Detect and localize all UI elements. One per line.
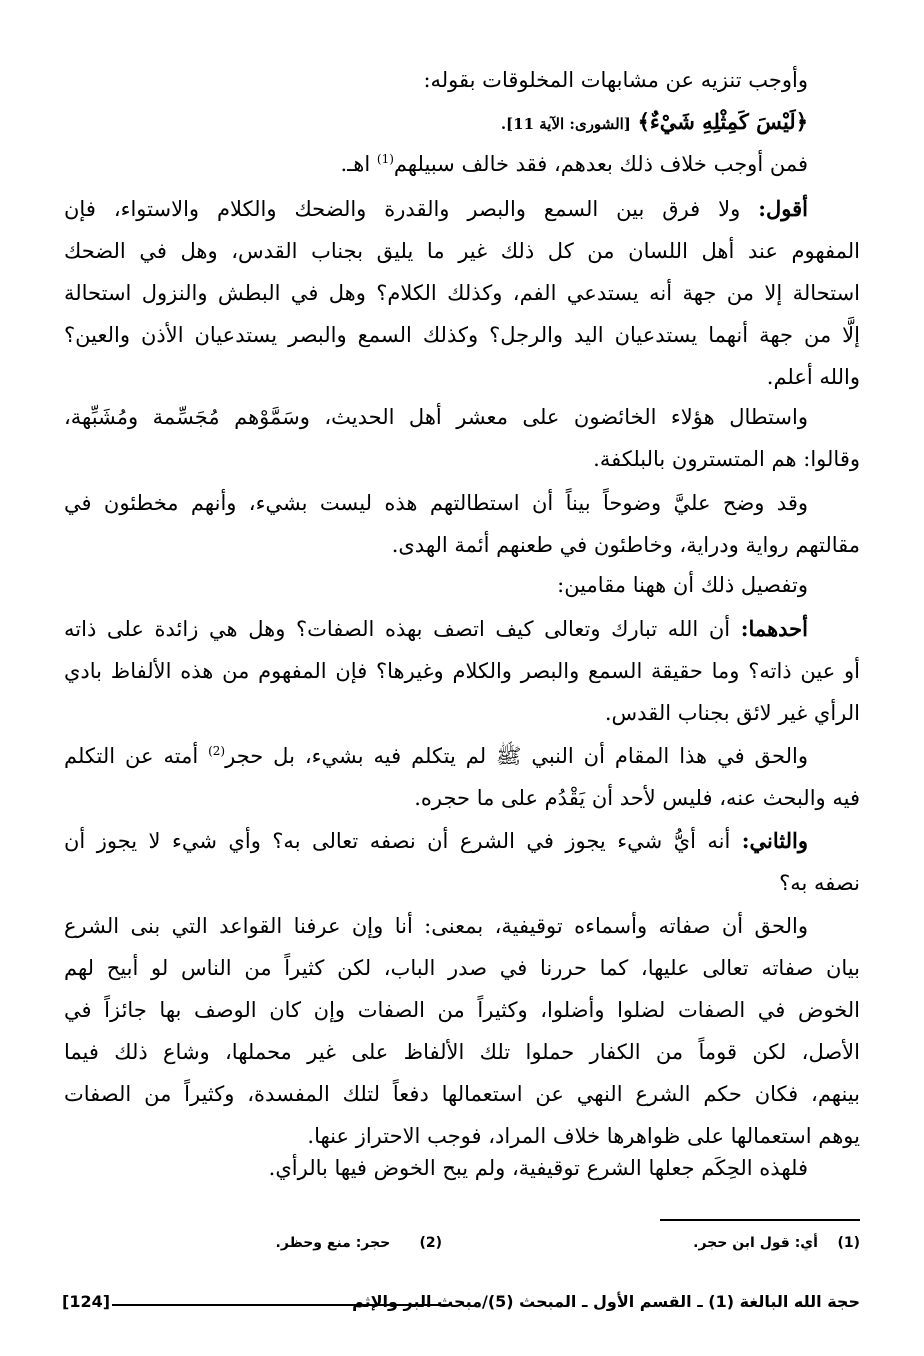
paragraph-7 xyxy=(64,735,860,819)
footnote-number: (1) xyxy=(837,1235,860,1251)
line-text: اهـ. xyxy=(340,152,377,176)
line-text: المفهوم عند أهل اللسان من كل ذلك غير ما يليق بجناب القدس، وهل في الضحك xyxy=(64,239,860,263)
text-line xyxy=(64,1031,860,1073)
line-text: واستطال هؤلاء الخائضون على معشر أهل الحديث، وسَمَّوْهم مُجَسِّمة ومُشَبِّهة، xyxy=(64,405,808,429)
footnote-number: (2) xyxy=(419,1235,442,1251)
paragraph-keyword: أقول: xyxy=(758,196,808,221)
paragraph-1 xyxy=(64,59,860,185)
line-text: أو عين ذاته؟ وما حقيقة السمع والبصر والكلام وغيرها؟ فإن المفهوم من هذه الألفاظ بادي xyxy=(64,659,860,683)
footnote-marker-2: (2) xyxy=(208,744,226,758)
text-line xyxy=(64,608,860,650)
line-text: مقالتهم رواية ودراية، وخاطئون في طعنهم أئمة الهدى. xyxy=(391,533,860,557)
text-line xyxy=(64,143,860,185)
line-text: إلَّا من جهة أنهما يستدعيان اليد والرجل؟ وكذلك السمع والبصر يستدعيان الأذن والعين؟ xyxy=(64,323,860,347)
running-title: حجة الله البالغة (1) ـ القسم الأول ـ المبحث (5)/مبحث البر والإثم xyxy=(352,1292,860,1311)
text-line xyxy=(64,692,860,734)
text-line xyxy=(64,59,860,101)
footnote-1 xyxy=(693,1235,860,1251)
footnote-marker-1: (1) xyxy=(376,152,394,166)
line-text: الرأي غير لائق بجناب القدس. xyxy=(604,701,860,725)
footnote-text: أي: قول ابن حجر. xyxy=(693,1235,818,1251)
line-text: بيان صفاته تعالى عليها، كما حررنا في صدر الباب، لكن كثيراً من الناس لو أبيح لهم xyxy=(64,956,860,980)
text-line xyxy=(64,1147,860,1189)
text-line xyxy=(64,564,860,606)
text-line xyxy=(64,650,860,692)
text-line xyxy=(64,735,860,777)
paragraph-keyword: أحدهما: xyxy=(740,616,808,641)
line-text: الأصل، لكن قوماً من الكفار حملوا تلك الألفاظ على غير محملها، وشاع ذلك فيما xyxy=(64,1040,860,1064)
line-text: وأوجب تنزيه عن مشابهات المخلوقات بقوله: xyxy=(423,68,808,92)
paragraph-keyword: والثاني: xyxy=(741,828,808,853)
line-text: ولا فرق بين السمع والبصر والقدرة والضحك والكلام والاستواء، فإن xyxy=(64,197,741,221)
footnotes xyxy=(64,1235,860,1261)
text-line xyxy=(64,188,860,230)
text-line xyxy=(64,524,860,566)
line-text: وتفصيل ذلك أن ههنا مقامين: xyxy=(557,573,808,597)
line-text: فمن أوجب خلاف ذلك بعدهم، فقد خالف سبيلهم xyxy=(393,152,808,176)
quran-verse-line xyxy=(64,101,860,143)
line-text: أن الله تبارك وتعالى كيف اتصف بهذه الصفات؟ وهل هي زائدة على ذاته xyxy=(64,617,731,641)
text-line xyxy=(64,989,860,1031)
text-line xyxy=(64,862,860,904)
text-line xyxy=(64,396,860,438)
line-text: أمته عن التكلم xyxy=(64,744,209,768)
text-line xyxy=(64,272,860,314)
text-line xyxy=(64,1073,860,1115)
text-line xyxy=(64,905,860,947)
line-text: والله أعلم. xyxy=(766,365,860,389)
footer-rule xyxy=(112,1304,450,1306)
line-text: نصفه به؟ xyxy=(779,871,860,895)
text-line xyxy=(64,777,860,819)
line-text: الخوض في الصفات لضلوا وأضلوا، وكثيراً من الصفات وإن كان الوصف بها جائزاً في xyxy=(64,998,860,1022)
verse-reference: [الشورى: الآية 11]. xyxy=(500,115,631,133)
page-number: [124] xyxy=(62,1292,111,1311)
quran-verse: ﴿لَيْسَ كَمِثْلِهِ شَيْءٌ﴾ xyxy=(637,109,808,134)
footnote-separator xyxy=(660,1219,860,1221)
line-text: والحق أن صفاته وأسماءه توقيفية، بمعنى: أنا وإن عرفنا القواعد التي بنى الشرع xyxy=(64,914,808,938)
line-text: أنه أيُّ شيء يجوز في الشرع أن نصفه تعالى به؟ وأي شيء لا يجوز أن xyxy=(64,829,731,853)
paragraph-9 xyxy=(64,905,860,1157)
line-text: وقد وضح عليَّ وضوحاً بيناً أن استطالتهم هذه ليست بشيء، وأنهم مخطئون في xyxy=(64,491,808,515)
paragraph-3 xyxy=(64,396,860,480)
paragraph-4 xyxy=(64,482,860,566)
line-text: وقالوا: هم المتسترون بالبلكفة. xyxy=(593,447,860,471)
text-line xyxy=(64,356,860,398)
line-text: فيه والبحث عنه، فليس لأحد أن يَقْدُم على ما حجره. xyxy=(414,786,860,810)
text-line xyxy=(64,820,860,862)
text-line xyxy=(64,482,860,524)
paragraph-10 xyxy=(64,1147,860,1189)
paragraph-5 xyxy=(64,564,860,606)
paragraph-6 xyxy=(64,608,860,734)
text-line xyxy=(64,230,860,272)
text-line xyxy=(64,314,860,356)
text-line xyxy=(64,438,860,480)
line-text: فلهذه الحِكَم جعلها الشرع توقيفية، ولم يبح الخوض فيها بالرأي. xyxy=(268,1156,808,1180)
footnote-text: حجر: منع وحظر. xyxy=(275,1235,391,1251)
paragraph-8 xyxy=(64,820,860,904)
paragraph-2 xyxy=(64,188,860,398)
line-text: استحالة إلا من جهة أنه يستدعي الفم، وكذلك الكلام؟ وهل في البطش والنزول استحالة xyxy=(64,281,860,305)
text-line xyxy=(64,947,860,989)
line-text: والحق في هذا المقام أن النبي ﷺ لم يتكلم فيه بشيء، بل حجر xyxy=(225,744,808,768)
line-text: بينهم، فكان حكم الشرع النهي عن استعمالها دفعاً لتلك المفسدة، وكثيراً من الصفات xyxy=(64,1082,860,1106)
line-text: يوهم استعمالها على ظواهرها خلاف المراد، فوجب الاحتراز عنها. xyxy=(307,1124,860,1148)
page-footer xyxy=(62,1292,860,1322)
footnote-2 xyxy=(276,1235,442,1251)
